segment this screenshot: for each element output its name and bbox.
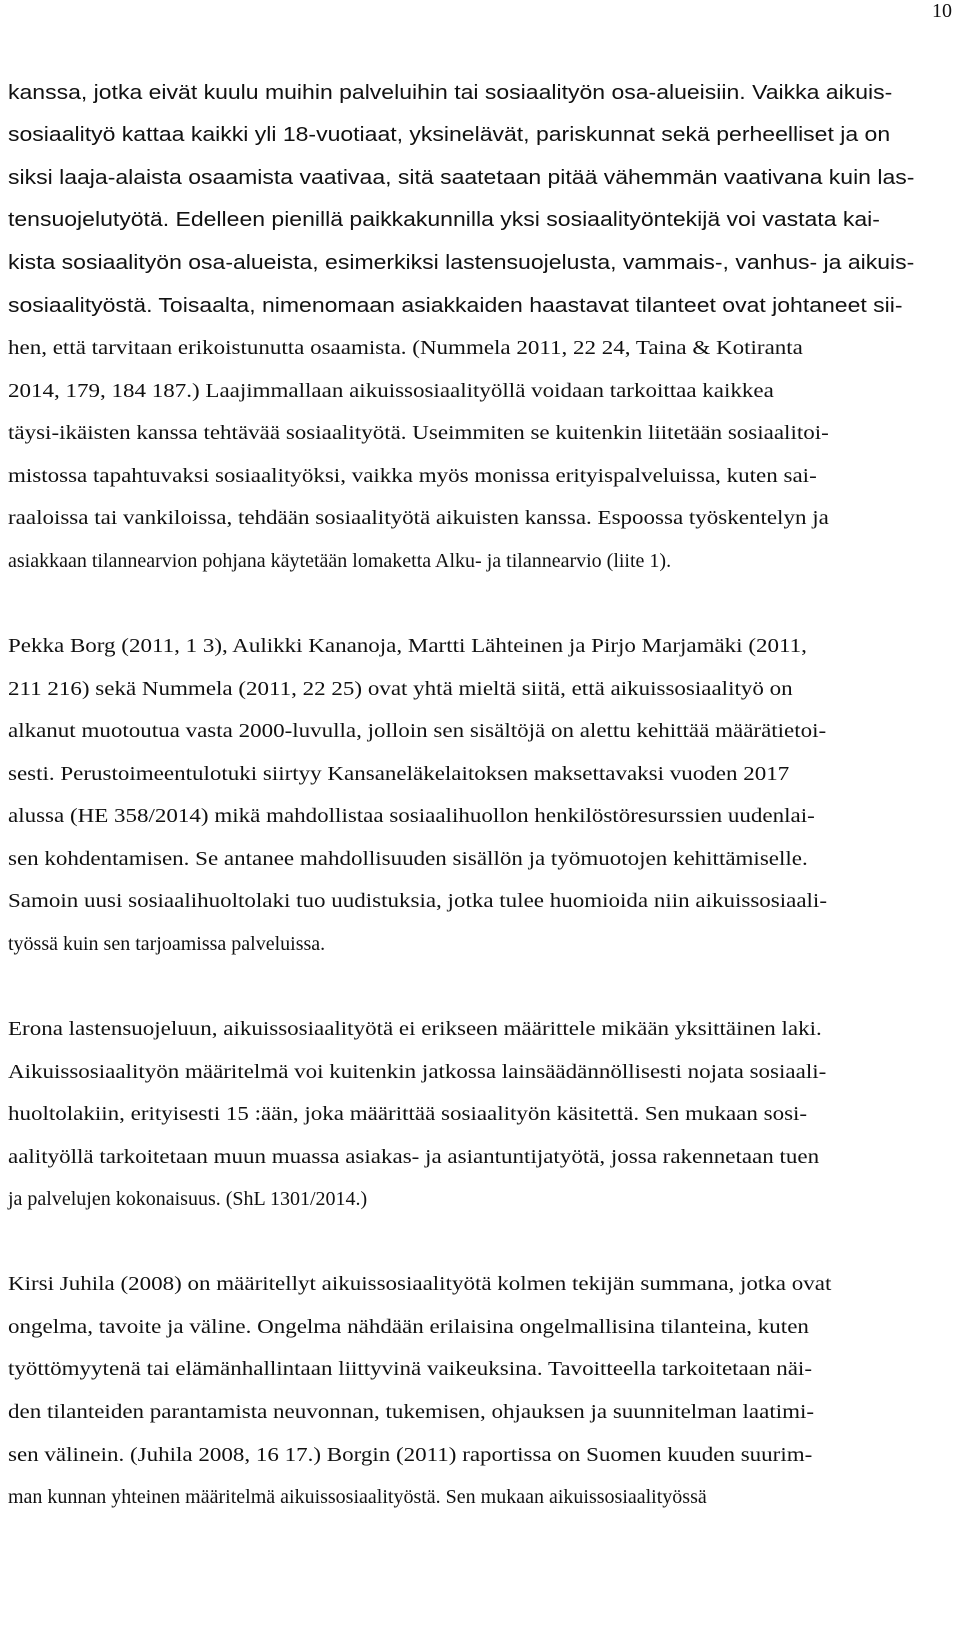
text-line: Aikuissosiaalityön määritelmä voi kuitenkin jatkossa lainsäädännöllisesti nojata sosiaali- [8,1061,827,1083]
text-line: alussa (HE 358/2014) mikä mahdollistaa sosiaalihuollon henkilöstöresurssien uudenlai- [8,805,815,827]
page-number: 10 [932,0,952,22]
text-line: asiakkaan tilannearvion pohjana käytetään lomaketta Alku- ja tilannearvio (liite 1). [8,550,672,572]
text-line: Kirsi Juhila (2008) on määritellyt aikuissosiaalityötä kolmen tekijän summana, jotka ovat [8,1273,832,1295]
text-line: alkanut muotoutua vasta 2000-luvulla, jolloin sen sisältöjä on alettu kehittää määrätietoi- [8,720,827,742]
text-line: huoltolakiin, erityisesti 15 :ään, joka määrittää sosiaalityön käsitettä. Sen mukaan sosi- [8,1103,808,1125]
text-line: man kunnan yhteinen määritelmä aikuissosiaalityöstä. Sen mukaan aikuissosiaalityössä [8,1486,707,1508]
text-line: sen välinein. (Juhila 2008, 16 17.) Borgin (2011) raportissa on Suomen kuuden suurim- [8,1444,813,1466]
text-line: ongelma, tavoite ja väline. Ongelma nähdään erilaisina ongelmallisina tilanteina, kuten [8,1316,809,1338]
text-line: siksi laaja-alaista osaamista vaativaa, sitä saatetaan pitää vähemmän vaativana kuin las- [8,167,915,189]
text-line: kista sosiaalityön osa-alueista, esimerkiksi lastensuojelusta, vammais-, vanhus- ja aikuis- [8,252,915,274]
text-line: sesti. Perustoimeentulotuki siirtyy Kansaneläkelaitoksen maksettavaksi vuoden 2017 [8,763,790,785]
text-line: raaloissa tai vankiloissa, tehdään sosiaalityötä aikuisten kanssa. Espoossa työskentelyn ja [8,507,829,529]
text-line: 2014, 179, 184 187.) Laajimmallaan aikuissosiaalityöllä voidaan tarkoittaa kaikkea [8,380,774,402]
text-line: hen, että tarvitaan erikoistunutta osaamista. (Nummela 2011, 22 24, Taina & Kotiranta [8,337,803,359]
text-line: mistossa tapahtuvaksi sosiaalityöksi, vaikka myös monissa erityispalveluissa, kuten sai- [8,465,817,487]
text-line: täysi-ikäisten kanssa tehtävää sosiaalityötä. Useimmiten se kuitenkin liitetään sosiaalitoi- [8,422,829,444]
text-line: työttömyytenä tai elämänhallintaan liittyvinä vaikeuksina. Tavoitteella tarkoitetaan näi- [8,1358,812,1380]
text-line: aalityöllä tarkoitetaan muun muassa asiakas- ja asiantuntijatyötä, jossa rakennetaan tuen [8,1146,820,1168]
text-line: ja palvelujen kokonaisuus. (ShL 1301/2014.) [8,1188,368,1210]
text-line: työssä kuin sen tarjoamissa palveluissa. [8,933,326,955]
text-line: kanssa, jotka eivät kuulu muihin palveluihin tai sosiaalityön osa-alueisiin. Vaikka aikuis- [8,82,893,104]
text-line: sosiaalityö kattaa kaikki yli 18-vuotiaat, yksinelävät, pariskunnat sekä perheelliset ja on [8,124,891,146]
text-line: Samoin uusi sosiaalihuoltolaki tuo uudistuksia, jotka tulee huomioida niin aikuissosiaali- [8,890,827,912]
text-line: sen kohdentamisen. Se antanee mahdollisuuden sisällön ja työmuotojen kehittämiselle. [8,848,808,870]
text-line: Pekka Borg (2011, 1 3), Aulikki Kananoja, Martti Lähteinen ja Pirjo Marjamäki (2011, [8,635,807,657]
text-line: sosiaalityöstä. Toisaalta, nimenomaan asiakkaiden haastavat tilanteet ovat johtaneet sii- [8,295,903,317]
text-line: den tilanteiden parantamista neuvonnan, tukemisen, ohjauksen ja suunnitelman laatimi- [8,1401,815,1423]
text-line: 211 216) sekä Nummela (2011, 22 25) ovat yhtä mieltä siitä, että aikuissosiaalityö on [8,678,793,700]
text-line: Erona lastensuojeluun, aikuissosiaalityötä ei erikseen määrittele mikään yksittäinen laki. [8,1018,822,1040]
text-line: tensuojelutyötä. Edelleen pienillä paikkakunnilla yksi sosiaalityöntekijä voi vastata kai- [8,209,880,231]
